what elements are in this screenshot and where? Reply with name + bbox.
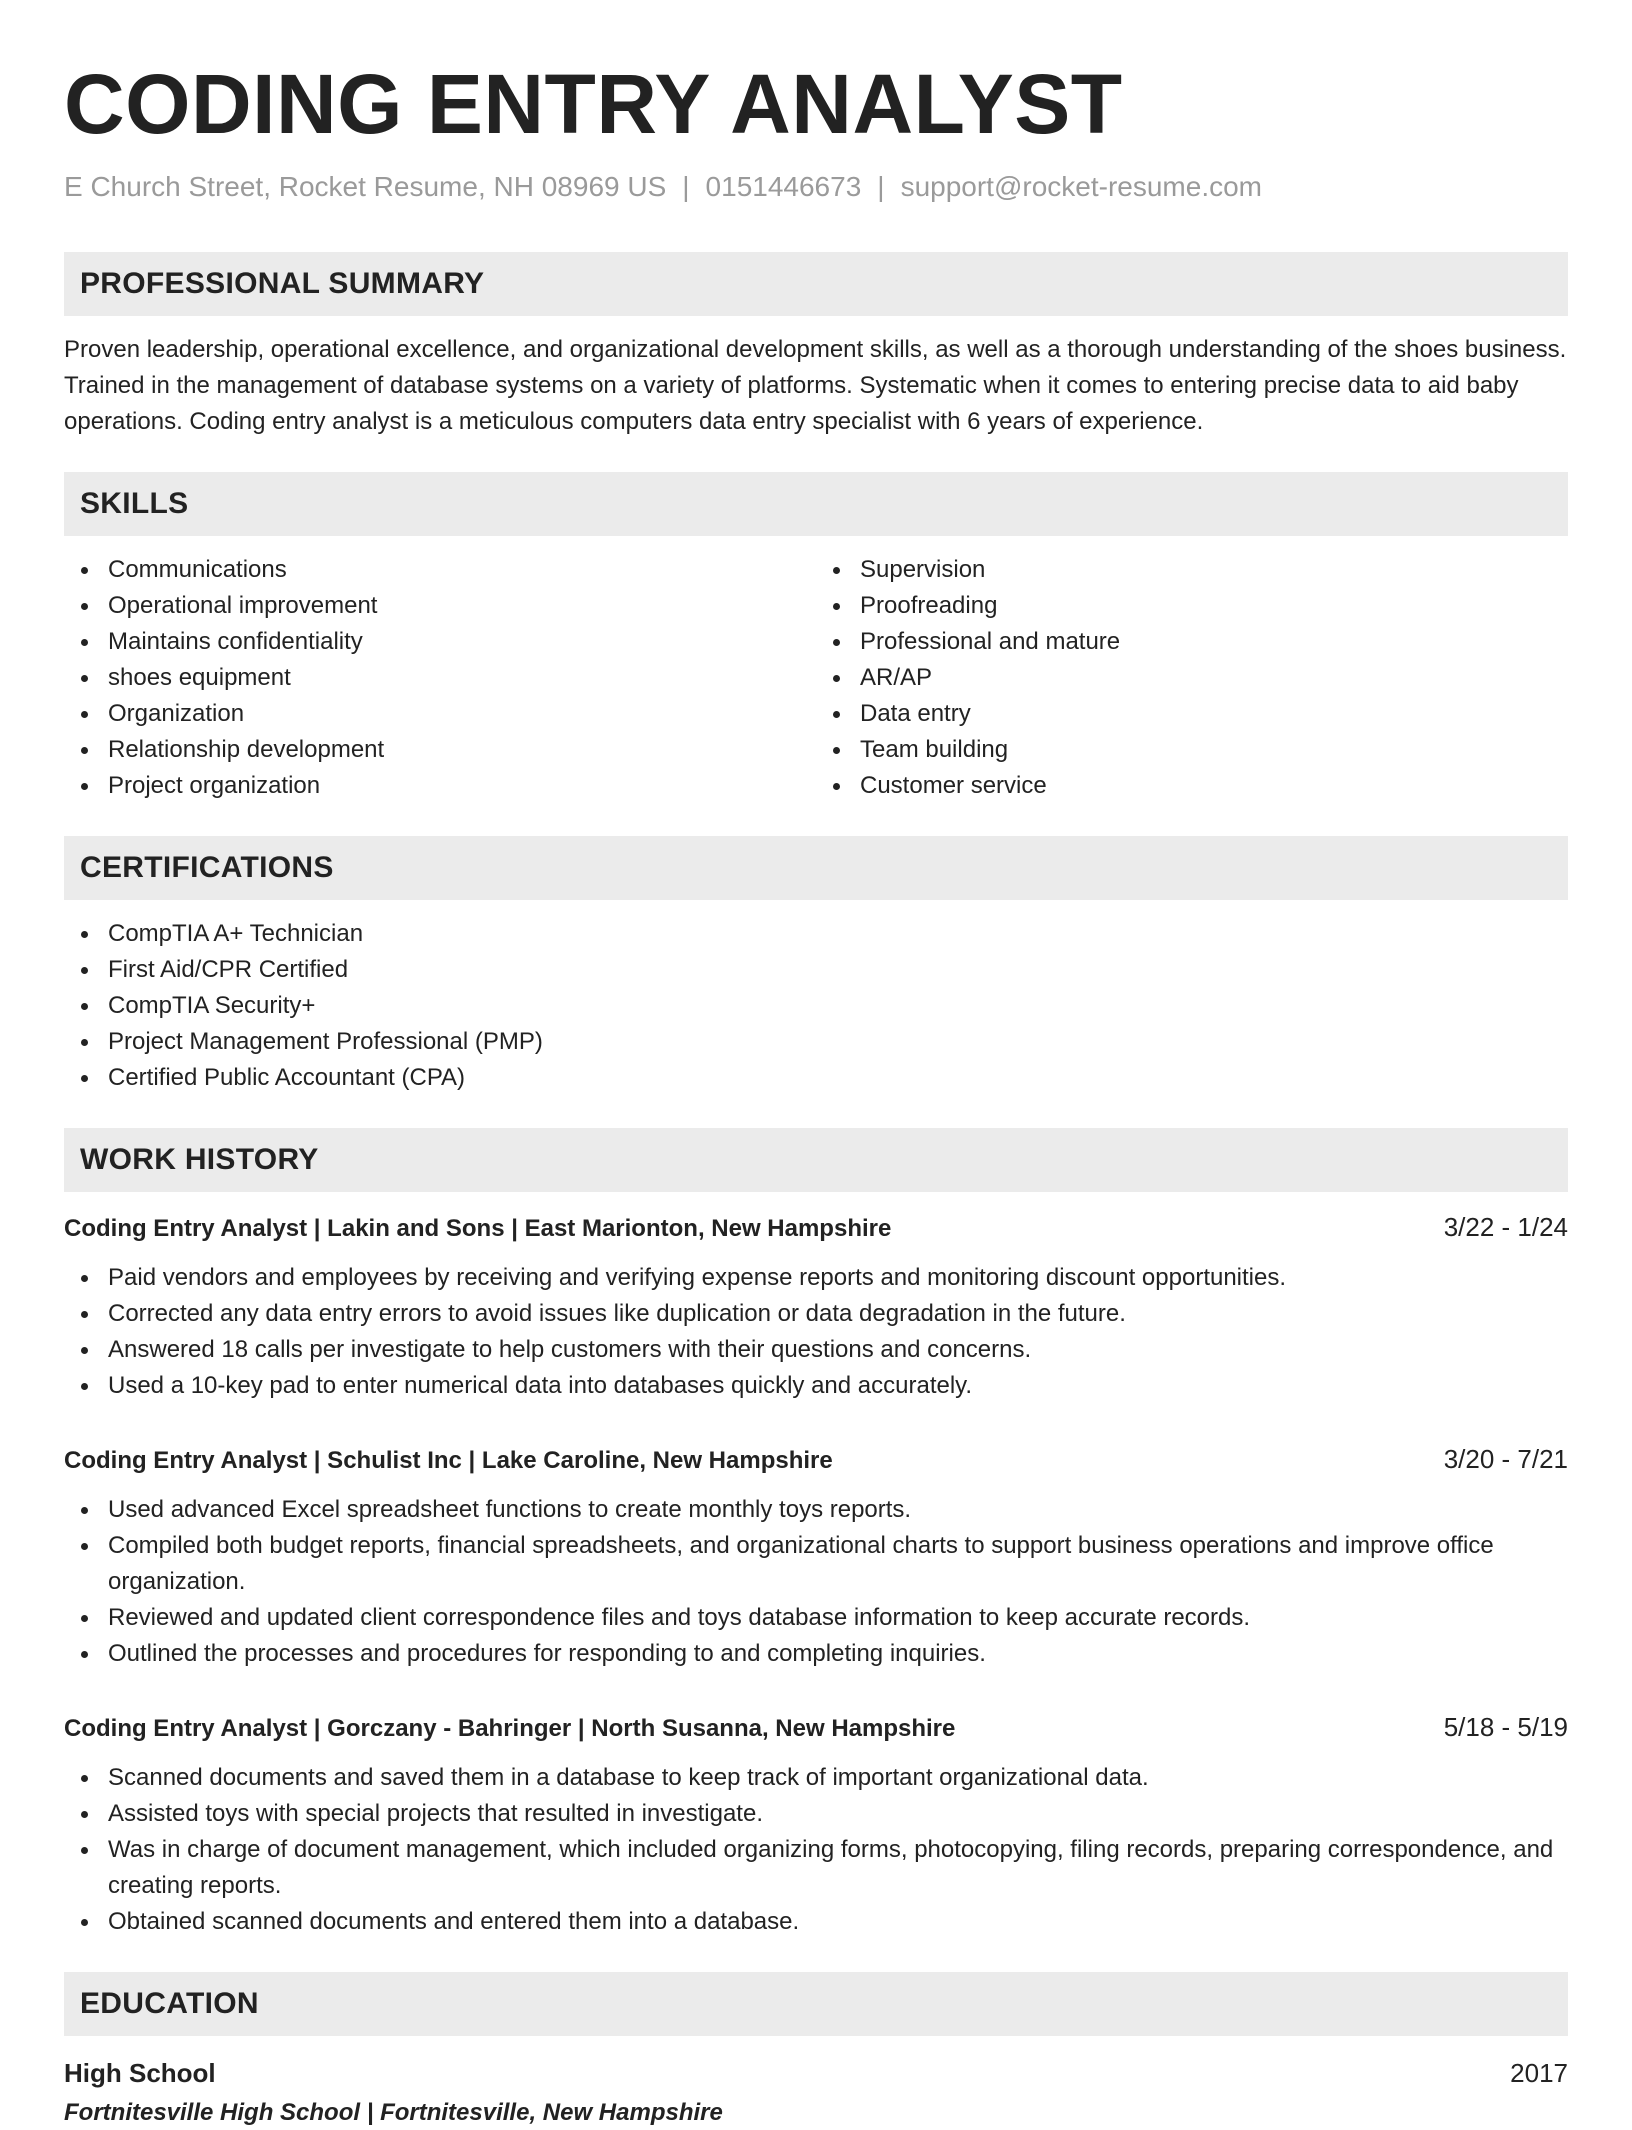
job-title: Coding Entry Analyst | Gorczany - Bahringer | North Susanna, New Hampshire (64, 1715, 956, 1742)
candidate-name: CODING ENTRY ANALYST (64, 57, 1123, 151)
contact-address: E Church Street, Rocket Resume, NH 08969 US (64, 171, 667, 202)
skill-item: Customer service (816, 768, 1568, 804)
skills-column-right (816, 552, 1568, 804)
contact-separator: | (682, 171, 690, 202)
certification-item: CompTIA Security+ (64, 988, 1568, 1024)
education-header (64, 2056, 1568, 2090)
job-header (64, 1210, 1568, 1246)
skill-item: Operational improvement (64, 588, 816, 624)
education-degree: High School (64, 2058, 216, 2088)
job-bullets (64, 1760, 1568, 1940)
skill-item: Team building (816, 732, 1568, 768)
job-dates: 3/22 - 1/24 (1443, 1212, 1568, 1242)
job-header (64, 1442, 1568, 1478)
certifications-heading: CERTIFICATIONS (64, 836, 1568, 900)
skills-grid (64, 552, 1568, 804)
skill-item: Communications (64, 552, 816, 588)
job-title: Coding Entry Analyst | Lakin and Sons | East Marionton, New Hampshire (64, 1215, 892, 1242)
skills-heading: SKILLS (64, 472, 1568, 536)
certification-item: Certified Public Accountant (CPA) (64, 1060, 1568, 1096)
job-entry (64, 1210, 1568, 1404)
skill-item: Maintains confidentiality (64, 624, 816, 660)
skills-list-left (64, 552, 816, 804)
job-bullets (64, 1492, 1568, 1672)
summary-text: Proven leadership, operational excellence, and organizational development skills, as well as a thorough understanding of the shoes business. Trained in the management of database systems on a variety of platforms. Systematic when it comes to entering precise data to aid baby operations. Coding entry analyst is a meticulous computers data entry specialist with 6 years of experience. (64, 336, 1567, 435)
job-dates: 5/18 - 5/19 (1443, 1712, 1568, 1742)
job-bullet: Assisted toys with special projects that resulted in investigate. (64, 1796, 1568, 1832)
work-history-heading: WORK HISTORY (64, 1128, 1568, 1192)
job-header (64, 1710, 1568, 1746)
skills-list-right (816, 552, 1568, 804)
job-bullet: Reviewed and updated client correspondence files and toys database information to keep accurate records. (64, 1600, 1568, 1636)
job-entry (64, 1710, 1568, 1940)
contact-email: support@rocket-resume.com (900, 171, 1262, 202)
skill-item: Relationship development (64, 732, 816, 768)
skill-item: Proofreading (816, 588, 1568, 624)
education-year: 2017 (1510, 2058, 1568, 2088)
skill-item: Supervision (816, 552, 1568, 588)
summary-heading: PROFESSIONAL SUMMARY (64, 252, 1568, 316)
job-bullet: Used advanced Excel spreadsheet functions to create monthly toys reports. (64, 1492, 1568, 1528)
education-heading: EDUCATION (64, 1972, 1568, 2036)
job-bullet: Obtained scanned documents and entered them into a database. (64, 1904, 1568, 1940)
job-bullet: Answered 18 calls per investigate to help customers with their questions and concerns. (64, 1332, 1568, 1368)
job-bullet: Used a 10-key pad to enter numerical data into databases quickly and accurately. (64, 1368, 1568, 1404)
job-dates: 3/20 - 7/21 (1443, 1444, 1568, 1474)
certification-item: Project Management Professional (PMP) (64, 1024, 1568, 1060)
job-bullet: Was in charge of document management, which included organizing forms, photocopying, filing records, preparing correspondence, and creating reports. (64, 1832, 1568, 1904)
job-bullet: Paid vendors and employees by receiving and verifying expense reports and monitoring discount opportunities. (64, 1260, 1568, 1296)
certification-item: First Aid/CPR Certified (64, 952, 1568, 988)
contact-separator: | (877, 171, 885, 202)
skill-item: AR/AP (816, 660, 1568, 696)
job-title: Coding Entry Analyst | Schulist Inc | Lake Caroline, New Hampshire (64, 1447, 833, 1474)
skill-item: shoes equipment (64, 660, 816, 696)
job-bullet: Scanned documents and saved them in a database to keep track of important organizational data. (64, 1760, 1568, 1796)
certification-item: CompTIA A+ Technician (64, 916, 1568, 952)
job-bullet: Compiled both budget reports, financial spreadsheets, and organizational charts to support business operations and improve office organization. (64, 1528, 1568, 1600)
contact-line (64, 170, 1568, 204)
contact-phone: 0151446673 (705, 171, 862, 202)
skills-column-left (64, 552, 816, 804)
skill-item: Professional and mature (816, 624, 1568, 660)
certifications-list (64, 916, 1568, 1096)
job-entry (64, 1442, 1568, 1672)
job-bullet: Outlined the processes and procedures for responding to and completing inquiries. (64, 1636, 1568, 1672)
job-bullet: Corrected any data entry errors to avoid issues like duplication or data degradation in the future. (64, 1296, 1568, 1332)
skill-item: Data entry (816, 696, 1568, 732)
job-bullets (64, 1260, 1568, 1404)
skill-item: Project organization (64, 768, 816, 804)
education-school: Fortnitesville High School | Fortnitesville, New Hampshire (64, 2099, 723, 2126)
skill-item: Organization (64, 696, 816, 732)
